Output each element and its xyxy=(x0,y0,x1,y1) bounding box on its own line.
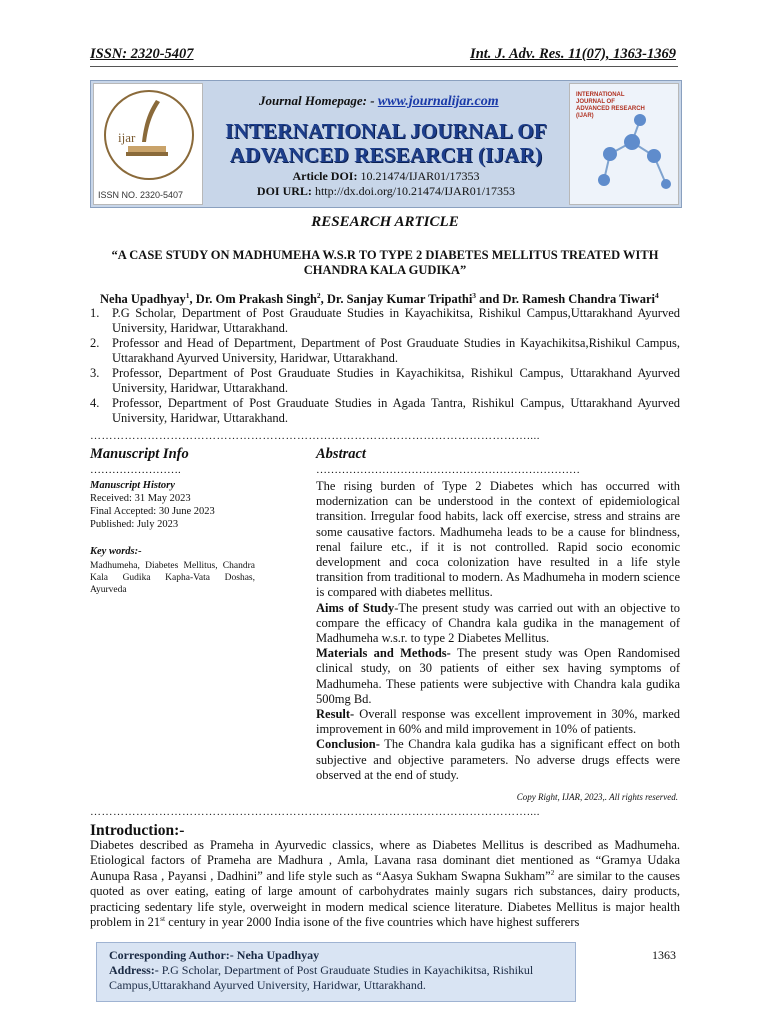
doi-label: Article DOI: xyxy=(292,169,358,183)
affiliation-item xyxy=(90,336,680,366)
address-label: Address:- xyxy=(109,963,159,977)
received-date: Received: 31 May 2023 xyxy=(90,493,191,504)
author-sep: , xyxy=(189,292,196,306)
intro-text: century in year 2000 India isone of the five countries which have highest sufferers xyxy=(165,915,580,930)
methods-label: Materials and Methods- xyxy=(316,646,451,661)
intro-text: Diabetes described as Prameha in Ayurvedic classics, where as Diabetes Mellitus is described as Madhumeha. Etiological factors of Prameha are Madhura , Amla, Lavana rasa dominant diet mentioned as “Gramya Udaka Aunupa Rasa , Payansi , Dadhini” and life style such as “Aasya Sukham Swapna Sukham” xyxy=(90,838,680,883)
introduction-heading: Introduction:- xyxy=(90,822,185,839)
author-sep: and xyxy=(476,292,503,306)
issn-header: ISSN: 2320-5407 xyxy=(90,46,194,62)
citation-sup: 2 xyxy=(550,867,555,877)
abstract-methods xyxy=(316,646,680,707)
intro-text: are similar to the causes quoted as over eating, eating of large amount of carbohydrates mainly sugars rich substances, dairy products, practicing sedentary life style, overweight in modern medical science literature. Diabetes Mellitus is major health problem in 21 xyxy=(90,868,680,930)
ordinal-sup: st xyxy=(160,913,166,923)
cover-title: INTERNATIONAL JOURNAL OF ADVANCED RESEARCH (IJAR) xyxy=(576,92,645,119)
manuscript-dots: ……………………. xyxy=(90,464,181,476)
doi-url xyxy=(201,184,571,199)
author-name: Dr. Sanjay Kumar Tripathi xyxy=(326,292,473,306)
conclusion-text: The Chandra kala gudika has a significant effect on both subjective and objective parameters. No adverse drugs effects were observed at the end of study. xyxy=(316,737,680,782)
abstract-dots: ……………………………………………………………… xyxy=(316,464,580,476)
aims-text: -The present study was carried out with an objective to compare the efficacy of Chandra kala gudika in the management of Madhumeha w.s.r. to type 2 Diabetes Mellitus. xyxy=(316,600,680,646)
page-number: 1363 xyxy=(652,948,676,962)
separator-dots: …………………………………………………………………………………………………….... xyxy=(90,806,540,818)
author-affil-sup: 2 xyxy=(316,290,321,300)
journal-cover-thumbnail xyxy=(569,83,679,205)
affiliation-text: Professor, Department of Post Grauduate Studies in Agada Tantra, Rishikul Campus, Uttarakhand Ayurved University, Haridwar, Uttarakhand. xyxy=(112,396,680,425)
corresponding-address xyxy=(109,963,563,993)
doi-url-label: DOI URL: xyxy=(256,184,312,198)
affiliation-number: 2. xyxy=(90,336,100,350)
logo-text: ijar xyxy=(118,130,136,145)
result-label: Result- xyxy=(316,707,355,722)
affiliation-number: 4. xyxy=(90,396,100,410)
affiliation-text: P.G Scholar, Department of Post Grauduate Studies in Kayachikitsa, Rishikul Campus,Uttarakhand Ayurved University, Haridwar, Uttarakhand. xyxy=(112,306,680,335)
paper-title: “A CASE STUDY ON MADHUMEHA W.S.R TO TYPE 2 DIABETES MELLITUS TREATED WITH CHANDRA KALA GUDIKA” xyxy=(111,248,659,277)
abstract-conclusion xyxy=(316,737,680,783)
affiliation-item xyxy=(90,306,680,336)
affiliation-list xyxy=(90,306,680,426)
author-name: Dr. Om Prakash Singh xyxy=(195,292,317,306)
article-doi xyxy=(201,169,571,184)
manuscript-history-label: Manuscript History xyxy=(90,480,175,491)
affiliation-text: Professor, Department of Post Grauduate Studies in Kayachikitsa, Rishikul Campus, Uttarakhand Ayurved University, Haridwar, Uttarakhand. xyxy=(112,366,680,395)
doi-value: 10.21474/IJAR01/17353 xyxy=(360,169,480,183)
author-affil-sup: 1 xyxy=(185,290,190,300)
separator-dots: …………………………………………………………………………………………………….... xyxy=(90,430,540,442)
abstract-heading: Abstract xyxy=(316,446,366,462)
journal-logo xyxy=(93,83,203,205)
molecule-icon xyxy=(570,84,678,204)
keywords-text: Madhumeha, Diabetes Mellitus, Chandra Kala Gudika Kapha-Vata Doshas, Ayurveda xyxy=(90,561,255,595)
affiliation-number: 1. xyxy=(90,306,100,320)
published-date: Published: July 2023 xyxy=(90,519,179,530)
author-affil-sup: 4 xyxy=(655,290,659,300)
copyright-notice: Copy Right, IJAR, 2023,. All rights reserved. xyxy=(516,792,678,802)
citation-header: Int. J. Adv. Res. 11(07), 1363-1369 xyxy=(470,46,676,62)
affiliation-number: 3. xyxy=(90,366,100,380)
affiliation-item xyxy=(90,396,680,426)
author-name: Dr. Ramesh Chandra Tiwari xyxy=(502,292,656,306)
address-text: P.G Scholar, Department of Post Grauduate Studies in Kayachikitsa, Rishikul Campus,Uttarakhand Ayurved University, Haridwar, Uttarakhand. xyxy=(109,963,534,992)
header-rule xyxy=(90,66,678,67)
result-text: Overall response was excellent improvement in 30%, marked improvement in 60% and mild improvement in 10% of patients. xyxy=(316,707,680,737)
journal-banner xyxy=(90,80,682,208)
logo-issn: ISSN NO. 2320-5407 xyxy=(98,190,184,200)
methods-text: The present study was Open Randomised clinical study, on 30 patients of either sex having symptoms of Madhumeha. These patients were subjective with Chandra kala gudika 500mg Bd. xyxy=(316,646,680,706)
keywords-label: Key words:- xyxy=(90,546,142,557)
corresponding-author-name: Corresponding Author:- Neha Upadhyay xyxy=(109,948,320,962)
abstract-aims xyxy=(316,601,680,647)
conclusion-label: Conclusion- xyxy=(316,737,380,752)
doi-url-value[interactable]: http://dx.doi.org/10.21474/IJAR01/17353 xyxy=(314,184,516,198)
manuscript-info-heading: Manuscript Info xyxy=(90,446,189,462)
author-sep: , xyxy=(320,292,327,306)
journal-title-line1: INTERNATIONAL JOURNAL OF xyxy=(225,119,547,143)
aims-label: Aims of Study xyxy=(316,600,395,615)
abstract-intro: The rising burden of Type 2 Diabetes which has occurred with modernization can be understood in the context of epidemiological transition. Irregular food habits, lack off exercise, stress and strains are some causative factors. Madhumeha leads to be a cause for blindness, renal failure etc., if it is not controlled. Rapid socio economic development and coca colonization have resulted in a life style transition from traditional to modern. As Madhumeha in modern science is compared with diabetes mellitus. xyxy=(316,479,680,600)
corresponding-author-box xyxy=(96,942,576,1002)
accepted-date: Final Accepted: 30 June 2023 xyxy=(90,506,215,517)
homepage-label: Journal Homepage: - xyxy=(259,93,378,108)
abstract-result xyxy=(316,707,680,737)
article-type: RESEARCH ARTICLE xyxy=(311,214,459,230)
affiliation-text: Professor and Head of Department, Department of Post Grauduate Studies in Kayachikitsa,Rishikul Campus, Uttarakhand Ayurved University, Haridwar, Uttarakhand. xyxy=(112,336,680,365)
author-affil-sup: 3 xyxy=(472,290,477,300)
journal-homepage xyxy=(259,93,499,110)
journal-title-line2: ADVANCED RESEARCH (IJAR) xyxy=(229,143,543,167)
author-list xyxy=(100,292,659,307)
abstract-body xyxy=(316,479,680,783)
author-name: Neha Upadhyay xyxy=(100,292,186,306)
corresponding-author-label xyxy=(109,948,563,963)
introduction-body xyxy=(90,838,680,930)
homepage-link[interactable]: www.journalijar.com xyxy=(377,94,499,109)
affiliation-item xyxy=(90,366,680,396)
